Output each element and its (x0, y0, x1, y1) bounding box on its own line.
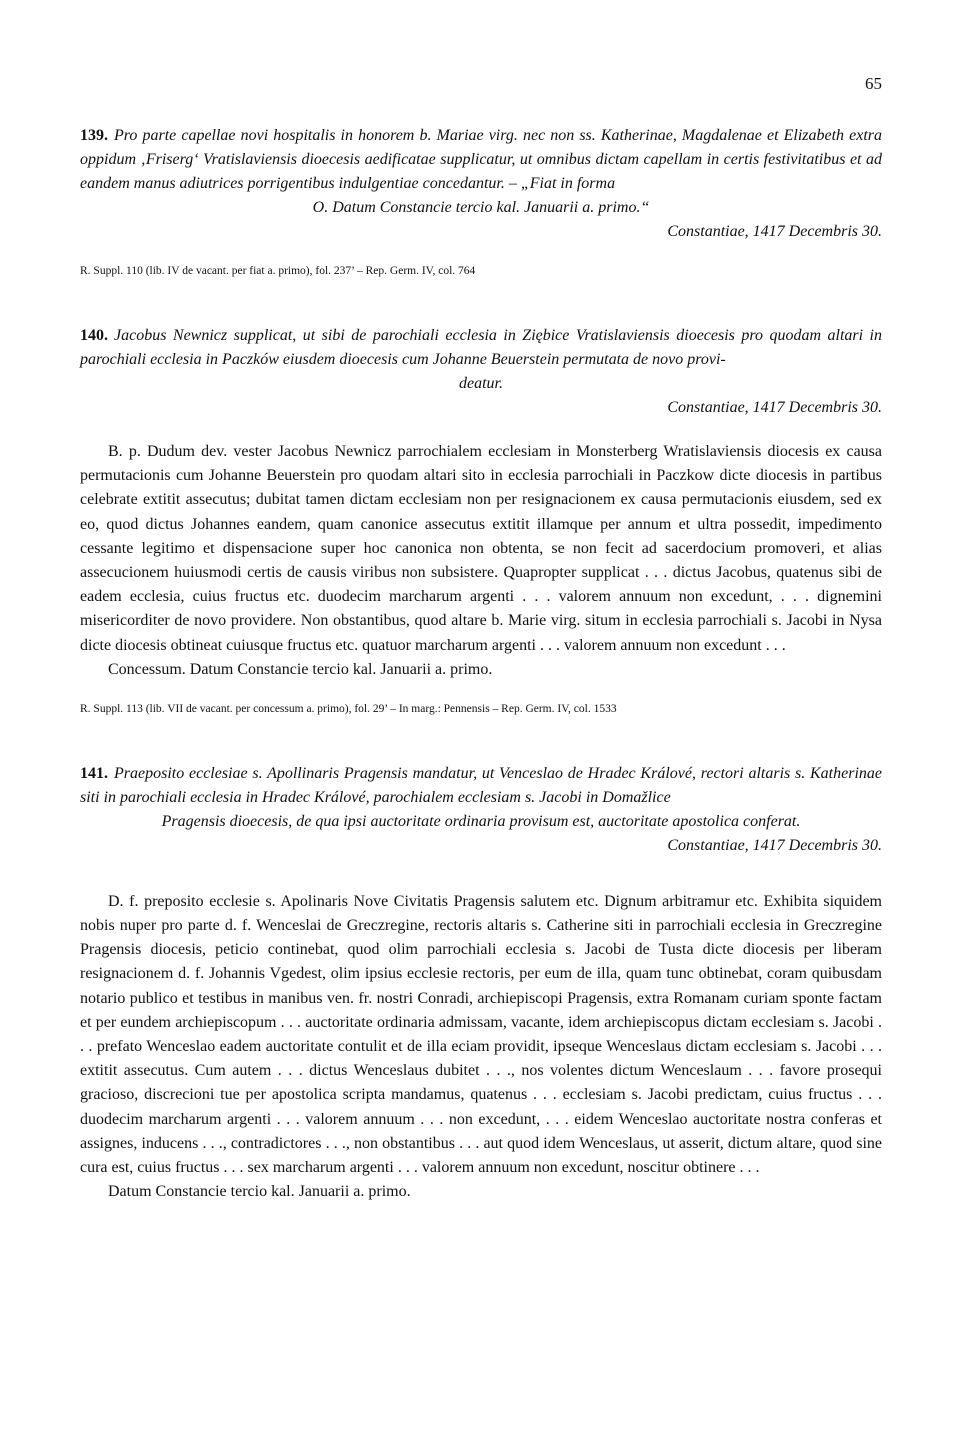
entry-number: 141. (80, 764, 108, 782)
dateline: Constantiae, 1417 Decembris 30. (667, 836, 882, 854)
document-text: D. f. preposito ecclesie s. Apolinaris Nove Civitatis Pragensis salutem etc. Dignum arbitramur etc. Exhibita siquidem nobis nuper pro parte d. f. Wenceslai de Greczregine, rectoris altaris s. Catherine siti in parrochiali ecclesia in Greczregine Pragensis diocesis, peticio continebat, quod olim parrochiali ecclesia s. Jacobi de Tusta dicte diocesis per liberam resignacionem d. f. Johannis Vgedest, olim ipsius ecclesie rectoris, per eum de illa, quam tunc obtinebat, coram quibusdam notario publico et testibus in manibus ven. fr. nostri Conradi, archiepiscopi Pragensis, extra Romanam curiam sponte factam et per eundem archiepiscopum . . . auctoritate ordinaria admissam, vacante, idem archiepiscopus dictam ecclesiam s. Jacobi . . . prefato Wenceslao eadem auctoritate contulit et de illa eciam providit, ipseque Wenceslaus dictam ecclesiam s. Jacobi . . . extitit assecutus. Cum autem . . . dictus Wenceslaus dubitet . . ., nos volentes dictum Wenceslaum . . . favore prosequi gracioso, discrecioni tue per apostolica scripta mandamus, quatenus . . . ecclesiam s. Jacobi predictam, cuius fructus . . . duodecim marcharum argenti . . . valorem annuum . . . non excedunt, . . . eidem Wenceslao auctoritate nostra conferas et assignes, inducens . . ., contradictores . . ., non obstantibus . . . aut quod idem Wenceslaus, ut asserit, dictum altare, quod sine cura est, cuius fructus . . . sex marcharum argenti . . . valorem annuum non excedunt, noscitur obtinere . . . (80, 892, 882, 1177)
regest-text: Jacobus Newnicz supplicat, ut sibi de parochiali ecclesia in Ziębice Vratislaviensis dioecesis pro quodam altari in parochiali ecclesia in Paczków eiusdem dioecesis cum Johanne Beuerstein permutata de novo provi- (80, 327, 882, 368)
document-text: B. p. Dudum dev. vester Jacobus Newnicz parrochialem ecclesiam in Monsterberg Wratislaviensis diocesis ex causa permutacionis cum Johanne Beuerstein pro quodam altari sito in ecclesia parrochiali in Paczkow dicte diocesis in partibus celebrate extitit assecutus; dubitat tamen dictam ecclesiam non per resignacionem ex causa permutacionis eiusdem, sed ex eo, quod dictus Johannes eandem, quam canonice assecutus extitit illamque per annum et ultra possedit, impedimento cessante legitimo et dispensacione super hoc canonica non obtenta, se non fecit ad sacerdocium promoveri, et alias assecucionem huiusmodi certis de causis viribus non subsistere. Quapropter supplicat . . . dictus Jacobus, quatenus sibi de eadem ecclesia, cuius fructus etc. duodecim marcharum argenti . . . valorem annuum non excedunt, . . . dignemini misericorditer de novo providere. Non obstantibus, quod altare b. Marie virg. situm in ecclesia parrochiali s. Jacobi in Nysa dicte diocesis obtineat cuiusque fructus etc. quatuor marcharum argenti . . . valorem annuum non excedunt . . . (80, 443, 882, 654)
regest-tail: O. Datum Constancie tercio kal. Januarii a. primo.“ (312, 199, 650, 216)
page-content (80, 124, 882, 1204)
dateline: Constantiae, 1417 Decembris 30. (667, 399, 882, 416)
regest (80, 124, 882, 220)
regest (80, 762, 882, 834)
closing-text: Datum Constancie tercio kal. Januarii a. primo. (108, 1183, 411, 1201)
source-reference: R. Suppl. 113 (lib. VII de vacant. per concessum a. primo), fol. 29’ – In marg.: Pennensis – Rep. Germ. IV, col. 1533 (80, 702, 617, 715)
source-reference: R. Suppl. 110 (lib. IV de vacant. per fiat a. primo), fol. 237’ – Rep. Germ. IV, col. 764 (80, 265, 476, 277)
entry-139 (80, 124, 882, 280)
dateline: Constantiae, 1417 Decembris 30. (667, 223, 882, 240)
closing-text: Concessum. Datum Constancie tercio kal. Januarii a. primo. (108, 660, 493, 678)
regest-tail: Pragensis dioecesis, de qua ipsi auctoritate ordinaria provisum est, auctoritate apostolica conferat. (161, 812, 801, 830)
regest (80, 324, 882, 396)
regest-tail: deatur. (459, 375, 503, 392)
regest-text: Pro parte capellae novi hospitalis in honorem b. Mariae virg. nec non ss. Katherinae, Magdalenae et Elizabeth extra oppidum ‚Friserg‘ Vratislaviensis dioecesis aedificatae supplicatur, ut omnibus dictam capellam in certis festivitatibus et ad eandem manus adiutrices porrigentibus indulgentiae concedantur. – „Fiat in forma (80, 127, 882, 192)
regest-text: Praeposito ecclesiae s. Apollinaris Pragensis mandatur, ut Venceslao de Hradec Králové, rectori altaris s. Katherinae siti in parochiali ecclesia in Hradec Králové, parochialem ecclesiam s. Jacobi in Domažlice (80, 764, 882, 806)
entry-number: 140. (80, 327, 108, 344)
entry-number: 139. (80, 127, 108, 144)
page-number: 65 (865, 74, 882, 93)
entry-140 (80, 324, 882, 718)
entry-141 (80, 762, 882, 1204)
